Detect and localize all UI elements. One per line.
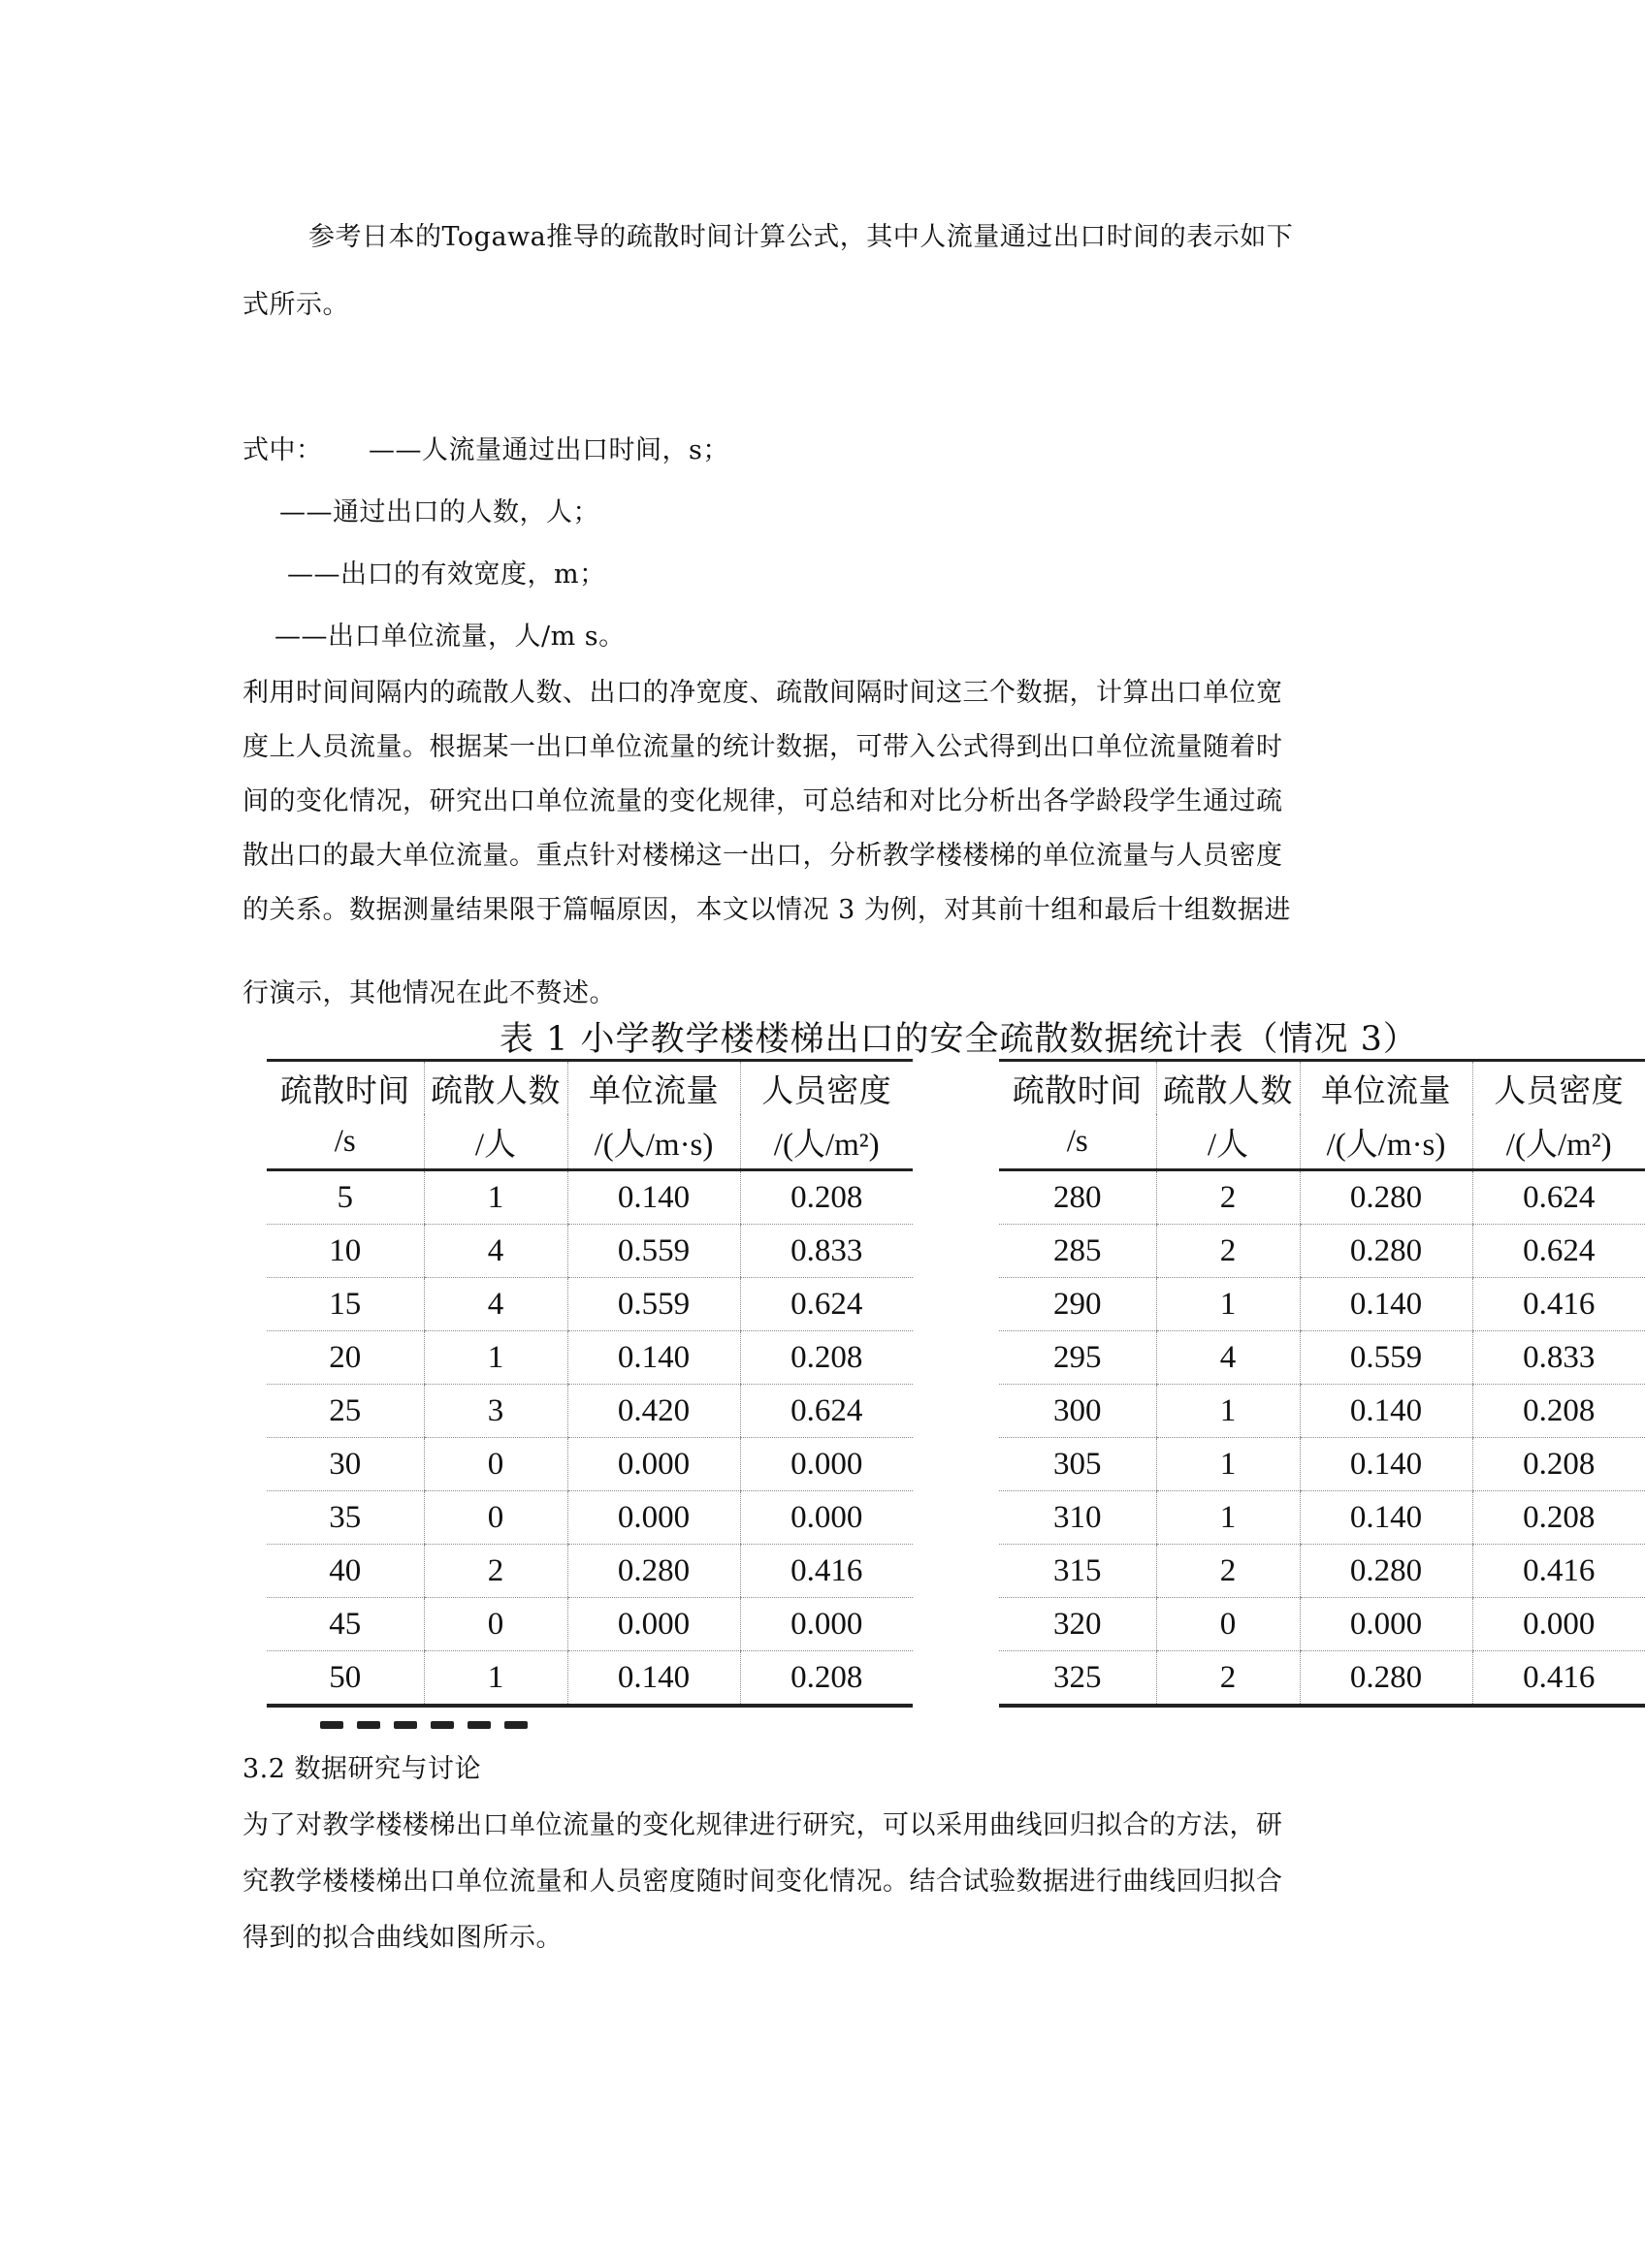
cell-density: 0.000 xyxy=(740,1438,913,1491)
table-row xyxy=(267,1491,913,1545)
data-table-right-clip xyxy=(999,1059,1625,1709)
cell-flow: 0.140 xyxy=(1300,1438,1472,1491)
discussion-line-1: 为了对教学楼楼梯出口单位流量的变化规律进行研究，可以采用曲线回归拟合的方法，研 xyxy=(242,1810,1283,1840)
cell-flow: 0.000 xyxy=(567,1491,740,1545)
cell-flow: 0.280 xyxy=(1300,1225,1472,1278)
cell-flow: 0.140 xyxy=(1300,1278,1472,1331)
unit-people: /人 xyxy=(1156,1114,1300,1170)
cell-flow: 0.140 xyxy=(567,1331,740,1385)
cell-flow: 0.420 xyxy=(567,1385,740,1438)
cell-time: 35 xyxy=(267,1491,424,1545)
cell-flow: 0.000 xyxy=(567,1598,740,1651)
cell-people: 1 xyxy=(1156,1385,1300,1438)
method-line-6: 行演示，其他情况在此不赘述。 xyxy=(242,978,616,1008)
cell-flow: 0.140 xyxy=(567,1651,740,1707)
header-flow: 单位流量 xyxy=(1300,1061,1472,1115)
header-flow: 单位流量 xyxy=(567,1061,740,1115)
cell-time: 45 xyxy=(267,1598,424,1651)
cell-people: 1 xyxy=(1156,1278,1300,1331)
unit-density: /(人/m²) xyxy=(740,1114,913,1170)
header-people: 疏散人数 xyxy=(1156,1061,1300,1115)
table-row xyxy=(267,1170,913,1225)
table-row xyxy=(267,1278,913,1331)
cell-density: 0.208 xyxy=(740,1170,913,1225)
header-people: 疏散人数 xyxy=(424,1061,567,1115)
cell-density: 0.416 xyxy=(740,1545,913,1598)
cell-time: 310 xyxy=(999,1491,1156,1545)
cell-density: 0.624 xyxy=(740,1385,913,1438)
variable-item-flow: ——出口单位流量，人/m s。 xyxy=(274,622,626,652)
cell-people: 2 xyxy=(1156,1545,1300,1598)
cell-density: 0.000 xyxy=(1472,1598,1645,1651)
cell-density: 0.208 xyxy=(740,1651,913,1707)
table-header-row xyxy=(999,1061,1645,1115)
table-row xyxy=(999,1438,1645,1491)
section-heading: 3.2 数据研究与讨论 xyxy=(242,1754,482,1784)
cell-density: 0.624 xyxy=(740,1278,913,1331)
cell-flow: 0.280 xyxy=(1300,1170,1472,1225)
table-row xyxy=(999,1331,1645,1385)
cell-time: 50 xyxy=(267,1651,424,1707)
cell-flow: 0.000 xyxy=(567,1438,740,1491)
table-row xyxy=(999,1651,1645,1707)
unit-density: /(人/m²) xyxy=(1472,1114,1645,1170)
cell-people: 1 xyxy=(1156,1491,1300,1545)
method-line-1: 利用时间间隔内的疏散人数、出口的净宽度、疏散间隔时间这三个数据，计算出口单位宽 xyxy=(242,678,1283,708)
table-row xyxy=(267,1225,913,1278)
cell-time: 285 xyxy=(999,1225,1156,1278)
table-unit-row xyxy=(267,1114,913,1170)
cell-people: 4 xyxy=(424,1225,567,1278)
cell-people: 3 xyxy=(424,1385,567,1438)
cell-flow: 0.559 xyxy=(567,1278,740,1331)
discussion-line-3: 得到的拟合曲线如图所示。 xyxy=(242,1923,563,1953)
cell-time: 20 xyxy=(267,1331,424,1385)
table-row xyxy=(267,1438,913,1491)
table-row xyxy=(999,1278,1645,1331)
cell-density: 0.208 xyxy=(1472,1385,1645,1438)
cell-time: 305 xyxy=(999,1438,1156,1491)
method-line-3: 间的变化情况，研究出口单位流量的变化规律，可总结和对比分析出各学龄段学生通过疏 xyxy=(242,786,1283,816)
table-row xyxy=(999,1598,1645,1651)
table-row xyxy=(999,1170,1645,1225)
cell-density: 0.208 xyxy=(1472,1438,1645,1491)
cell-people: 0 xyxy=(424,1598,567,1651)
cell-people: 1 xyxy=(424,1651,567,1707)
table-title: 表 1 小学教学楼楼梯出口的安全疏散数据统计表（情况 3） xyxy=(500,1020,1418,1059)
cell-density: 0.416 xyxy=(1472,1651,1645,1707)
cell-density: 0.624 xyxy=(1472,1225,1645,1278)
variable-item-people: ——通过出口的人数，人； xyxy=(279,497,599,527)
cell-people: 2 xyxy=(424,1545,567,1598)
table-row xyxy=(267,1331,913,1385)
intro-line-2: 式所示。 xyxy=(242,290,349,320)
table-row xyxy=(267,1598,913,1651)
unit-time: /s xyxy=(999,1114,1156,1170)
cell-people: 2 xyxy=(1156,1651,1300,1707)
cell-flow: 0.140 xyxy=(1300,1385,1472,1438)
cell-time: 5 xyxy=(267,1170,424,1225)
header-density: 人员密度 xyxy=(740,1061,913,1115)
unit-flow: /(人/m·s) xyxy=(567,1114,740,1170)
cell-density: 0.000 xyxy=(740,1598,913,1651)
cell-flow: 0.140 xyxy=(567,1170,740,1225)
cell-density: 0.208 xyxy=(740,1331,913,1385)
cell-flow: 0.559 xyxy=(567,1225,740,1278)
cell-people: 1 xyxy=(424,1331,567,1385)
cell-time: 295 xyxy=(999,1331,1156,1385)
cell-density: 0.624 xyxy=(1472,1170,1645,1225)
table-row xyxy=(999,1385,1645,1438)
table-row xyxy=(999,1225,1645,1278)
cell-density: 0.416 xyxy=(1472,1278,1645,1331)
header-time: 疏散时间 xyxy=(267,1061,424,1115)
cell-density: 0.208 xyxy=(1472,1491,1645,1545)
table-unit-row xyxy=(999,1114,1645,1170)
cell-time: 40 xyxy=(267,1545,424,1598)
cell-time: 325 xyxy=(999,1651,1156,1707)
cell-flow: 0.000 xyxy=(1300,1598,1472,1651)
cell-density: 0.000 xyxy=(740,1491,913,1545)
data-table-left xyxy=(267,1059,913,1708)
variable-item-time: ——人流量通过出口时间，s； xyxy=(369,435,729,465)
data-table-right xyxy=(999,1059,1645,1708)
cell-density: 0.833 xyxy=(740,1225,913,1278)
cell-people: 0 xyxy=(424,1438,567,1491)
cell-density: 0.833 xyxy=(1472,1331,1645,1385)
cell-flow: 0.280 xyxy=(1300,1651,1472,1707)
table-row xyxy=(999,1545,1645,1598)
cell-people: 1 xyxy=(1156,1438,1300,1491)
variable-item-width: ——出口的有效宽度，m； xyxy=(287,559,606,590)
header-density: 人员密度 xyxy=(1472,1061,1645,1115)
table-row xyxy=(267,1545,913,1598)
cell-flow: 0.140 xyxy=(1300,1491,1472,1545)
unit-flow: /(人/m·s) xyxy=(1300,1114,1472,1170)
cell-time: 315 xyxy=(999,1545,1156,1598)
cell-flow: 0.559 xyxy=(1300,1331,1472,1385)
cell-time: 25 xyxy=(267,1385,424,1438)
method-line-2: 度上人员流量。根据某一出口单位流量的统计数据，可带入公式得到出口单位流量随着时 xyxy=(242,732,1283,762)
unit-time: /s xyxy=(267,1114,424,1170)
header-time: 疏散时间 xyxy=(999,1061,1156,1115)
method-line-4: 散出口的最大单位流量。重点针对楼梯这一出口，分析教学楼楼梯的单位流量与人员密度 xyxy=(242,841,1283,871)
cell-time: 290 xyxy=(999,1278,1156,1331)
cell-people: 4 xyxy=(1156,1331,1300,1385)
cell-time: 10 xyxy=(267,1225,424,1278)
cell-time: 30 xyxy=(267,1438,424,1491)
table-row xyxy=(267,1651,913,1707)
unit-people: /人 xyxy=(424,1114,567,1170)
cell-time: 320 xyxy=(999,1598,1156,1651)
table-row xyxy=(999,1491,1645,1545)
variables-prefix: 式中： xyxy=(242,435,323,465)
table-header-row xyxy=(267,1061,913,1115)
cell-flow: 0.280 xyxy=(1300,1545,1472,1598)
table-row xyxy=(267,1385,913,1438)
method-line-5: 的关系。数据测量结果限于篇幅原因，本文以情况 3 为例，对其前十组和最后十组数据进 xyxy=(242,895,1291,925)
cell-density: 0.416 xyxy=(1472,1545,1645,1598)
cell-flow: 0.280 xyxy=(567,1545,740,1598)
cell-time: 280 xyxy=(999,1170,1156,1225)
cell-people: 4 xyxy=(424,1278,567,1331)
cropped-text-fragment xyxy=(320,1714,611,1724)
cell-time: 15 xyxy=(267,1278,424,1331)
cell-people: 0 xyxy=(1156,1598,1300,1651)
discussion-line-2: 究教学楼楼梯出口单位流量和人员密度随时间变化情况。结合试验数据进行曲线回归拟合 xyxy=(242,1867,1283,1897)
cell-people: 1 xyxy=(424,1170,567,1225)
intro-line-1: 参考日本的Togawa推导的疏散时间计算公式，其中人流量通过出口时间的表示如下 xyxy=(308,222,1294,252)
cell-people: 0 xyxy=(424,1491,567,1545)
cell-people: 2 xyxy=(1156,1225,1300,1278)
cell-time: 300 xyxy=(999,1385,1156,1438)
cell-people: 2 xyxy=(1156,1170,1300,1225)
